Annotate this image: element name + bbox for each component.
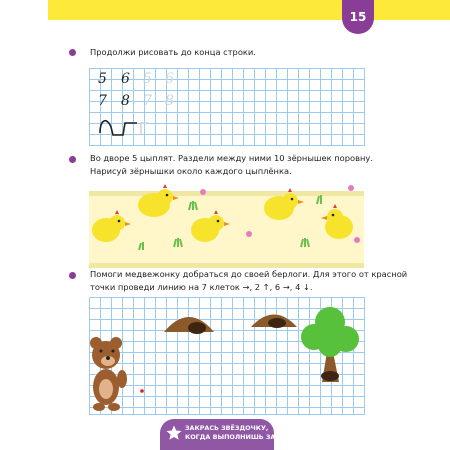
- pattern-digit: 8: [121, 93, 130, 109]
- page-number-badge: [342, 0, 374, 34]
- top-yellow-bar: [48, 0, 450, 20]
- pattern-digit-trace: 7: [143, 93, 152, 109]
- task-2-bullet: [69, 156, 76, 163]
- task-2-text-line1: Во дворе 5 цыплят. Раздели между ними 10 зёрнышек поровну.: [90, 153, 373, 163]
- tree-icon: [301, 307, 359, 382]
- chick-icon: [264, 188, 304, 220]
- footer-text: [185, 424, 304, 441]
- chick-illustration: [89, 180, 364, 260]
- pattern-digit-trace: 8: [165, 93, 174, 109]
- task-3-bullet: [69, 272, 76, 279]
- page-number: 15: [349, 10, 367, 24]
- task-3-text-line1: Помоги медвежонку добраться до своей берлоги. Для этого от красной: [90, 269, 408, 279]
- pattern-digit: 6: [121, 71, 130, 87]
- footer-line-2: КОГДА ВЫПОЛНИШЬ ЗАДАНИЯ.: [185, 432, 305, 441]
- task-1-text: Продолжи рисовать до конца строки.: [90, 47, 256, 57]
- footer-line-1: ЗАКРАСЬ ЗВЁЗДОЧКУ,: [185, 424, 269, 432]
- chick-icon: [138, 184, 179, 217]
- bear-icon: [90, 337, 127, 411]
- star-icon[interactable]: [165, 424, 183, 442]
- den-icon: [251, 315, 297, 329]
- pattern-digit: 5: [98, 71, 107, 87]
- wave-pattern: [97, 113, 177, 139]
- chick-icon: [321, 204, 353, 239]
- pattern-digit-trace: 6: [165, 71, 174, 87]
- chick-icon: [92, 210, 131, 242]
- den-icon: [164, 317, 214, 334]
- red-start-dot: [140, 389, 144, 393]
- route-illustration: [89, 297, 364, 415]
- task-2-text-line2: Нарисуй зёрнышки около каждого цыплёнка.: [90, 166, 292, 176]
- task-1-bullet: [69, 49, 76, 56]
- chick-icon: [191, 210, 230, 242]
- task-3-text-line2: точки проведи линию на 7 клеток →, 2 ↑, 6 →, 4 ↓.: [90, 282, 313, 292]
- pattern-digit-trace: 5: [143, 71, 152, 87]
- pattern-digit: 7: [98, 93, 107, 109]
